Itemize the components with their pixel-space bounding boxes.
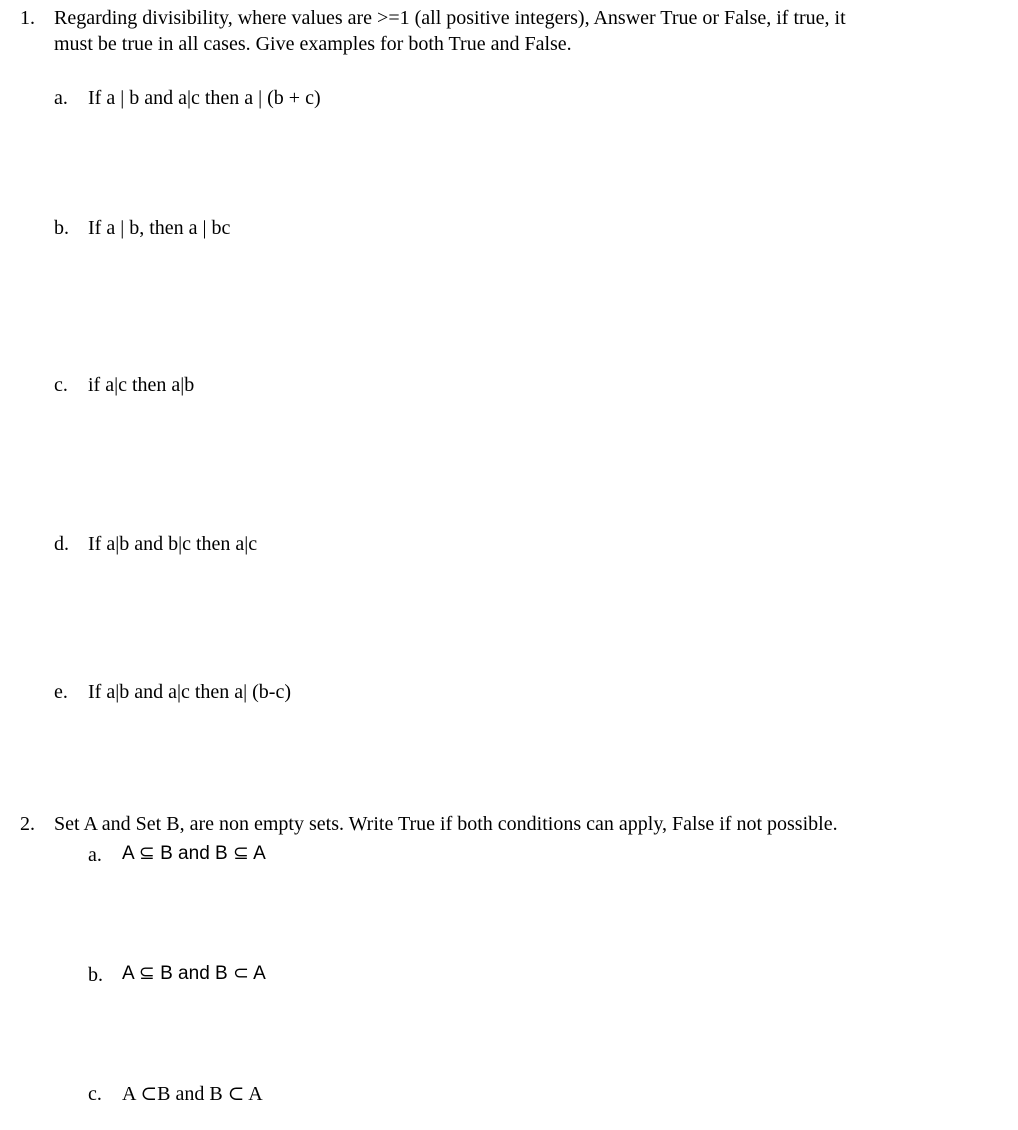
- question-1-prompt-line-2: must be true in all cases. Give examples for both True and False.: [54, 33, 572, 55]
- question-1e-text: If a|b and a|c then a| (b-c): [88, 681, 292, 703]
- question-1e-label: e.: [54, 681, 68, 703]
- question-2c-text: A ⊂B and B ⊂ A: [122, 1083, 263, 1105]
- question-1a-text: If a | b and a|c then a | (b + c): [88, 87, 321, 109]
- question-1c-label: c.: [54, 374, 68, 396]
- question-1c-text: if a|c then a|b: [88, 374, 195, 396]
- question-1b-label: b.: [54, 217, 69, 239]
- question-2-number: 2.: [20, 813, 35, 835]
- question-2c-label: c.: [88, 1083, 102, 1105]
- question-2a-text: A ⊆ B and B ⊆ A: [122, 843, 266, 864]
- question-2b-text: A ⊆ B and B ⊂ A: [122, 963, 266, 984]
- question-1d-label: d.: [54, 533, 69, 555]
- question-1a-label: a.: [54, 87, 68, 109]
- question-1-prompt-line-1: Regarding divisibility, where values are >=1 (all positive integers), Answer True or False, if true, it: [54, 7, 846, 29]
- question-2a-label: a.: [88, 844, 102, 866]
- question-1-number: 1.: [20, 7, 35, 29]
- question-1b-text: If a | b, then a | bc: [88, 217, 231, 239]
- question-2b-label: b.: [88, 964, 103, 986]
- question-2-prompt: Set A and Set B, are non empty sets. Write True if both conditions can apply, False if not possible.: [54, 813, 838, 835]
- question-1d-text: If a|b and b|c then a|c: [88, 533, 258, 555]
